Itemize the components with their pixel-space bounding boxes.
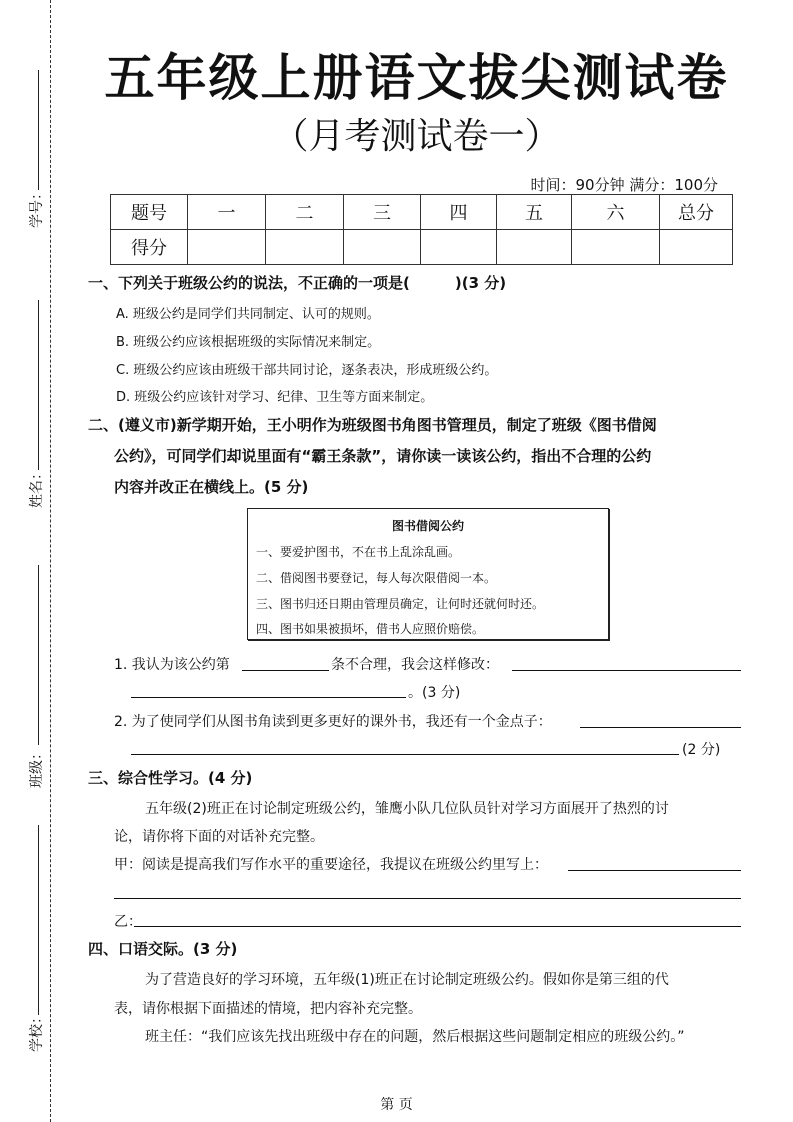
table-header-cell: 题号 (111, 195, 188, 230)
q2-line: 内容并改正在横线上。(5 分) (114, 478, 309, 496)
table-header-cell: 四 (421, 195, 497, 230)
q2-line: 公约》，可同学们却说里面有“霸王条款”，请你读一读该公约，指出不合理的公约 (114, 447, 652, 465)
q4-line: 班主任：“我们应该先找出班级中存在的问题，然后根据这些问题制定相应的班级公约。” (145, 1029, 685, 1045)
score-cell[interactable] (344, 230, 421, 265)
table-header-cell: 总分 (660, 195, 733, 230)
answer-blank[interactable] (114, 898, 741, 899)
score-cell[interactable] (188, 230, 266, 265)
margin-line (38, 565, 39, 745)
page-title: 五年级上册语文拔尖测试卷 (104, 49, 729, 107)
box-title: 图书借阅公约 (391, 519, 464, 533)
q2-sub1-text: 条不合理，我会这样修改： (331, 657, 499, 673)
student-id-label: 学号： (29, 186, 45, 228)
q2-sub2-text: 2. 为了使同学们从图书角读到更多更好的课外书，我还有一个金点子： (114, 714, 552, 730)
rule-item: 四、图书如果被损坏，借书人应照价赔偿。 (256, 622, 485, 636)
q1-option-a: A. 班级公约是同学们共同制定、认可的规则。 (116, 307, 380, 322)
binding-dashed-line (50, 0, 51, 1122)
score-cell[interactable] (660, 230, 733, 265)
q4-line: 为了营造良好的学习环境，五年级(1)班正在讨论制定班级公约。假如你是第三组的代 (145, 972, 669, 988)
page-subtitle: （月考测试卷一） (272, 116, 561, 157)
q4-line: 表，请你根据下面描述的情境，把内容补充完整。 (114, 1001, 422, 1017)
q3-yi: 乙： (114, 914, 142, 930)
rule-item: 一、要爱护图书，不在书上乱涂乱画。 (256, 545, 461, 559)
answer-blank[interactable] (242, 670, 329, 671)
score-cell[interactable] (421, 230, 497, 265)
margin-line (38, 300, 39, 470)
time-info: 时间：90分钟 满分：100分 (530, 176, 718, 194)
score-row-label: 得分 (111, 230, 188, 265)
answer-blank[interactable] (134, 926, 741, 927)
q4-title: 四、口语交际。(3 分) (88, 940, 238, 958)
q2-sub2-score: (2 分) (682, 742, 721, 758)
q3-line: 五年级(2)班正在讨论制定班级公约，雏鹰小队几位队员针对学习方面展开了热烈的讨 (145, 801, 669, 817)
q1-option-b: B. 班级公约应该根据班级的实际情况来制定。 (116, 335, 381, 350)
table-header-cell: 五 (497, 195, 572, 230)
q1-stem: 一、下列关于班级公约的说法，不正确的一项是( )(3 分) (88, 274, 507, 292)
rule-item: 三、图书归还日期由管理员确定，让何时还就何时还。 (256, 597, 545, 611)
table-header-cell: 二 (266, 195, 344, 230)
score-table (110, 194, 733, 265)
answer-blank[interactable] (131, 754, 679, 755)
answer-blank[interactable] (512, 670, 741, 671)
q1-option-c: C. 班级公约应该由班级干部共同讨论，逐条表决，形成班级公约。 (116, 363, 498, 378)
school-label: 学校： (29, 1010, 45, 1052)
rule-item: 二、借阅图书要登记，每人每次限借阅一本。 (256, 571, 497, 585)
answer-blank[interactable] (580, 727, 741, 728)
answer-blank[interactable] (131, 697, 406, 698)
q3-title: 三、综合性学习。(4 分) (88, 769, 253, 787)
page-footer: 第 页 (380, 1097, 413, 1113)
q1-option-d: D. 班级公约应该针对学习、纪律、卫生等方面来制定。 (116, 390, 434, 405)
q2-sub1-score: 。(3 分) (408, 685, 461, 701)
q3-jia: 甲：阅读是提高我们写作水平的重要途径，我提议在班级公约里写上： (114, 857, 548, 873)
answer-blank[interactable] (568, 870, 741, 871)
library-rules-box (247, 508, 609, 640)
q2-line: 二、(遵义市)新学期开始，王小明作为班级图书角图书管理员，制定了班级《图书借阅 (88, 416, 657, 434)
score-cell[interactable] (572, 230, 660, 265)
score-cell[interactable] (497, 230, 572, 265)
margin-line (38, 825, 39, 1015)
name-label: 姓名： (29, 466, 45, 508)
table-header-cell: 六 (572, 195, 660, 230)
table-header-cell: 三 (344, 195, 421, 230)
class-label: 班级： (29, 746, 45, 788)
q2-sub1-text: 1. 我认为该公约第 (114, 657, 230, 673)
table-header-cell: 一 (188, 195, 266, 230)
q3-line: 论，请你将下面的对话补充完整。 (114, 829, 324, 845)
score-cell[interactable] (266, 230, 344, 265)
